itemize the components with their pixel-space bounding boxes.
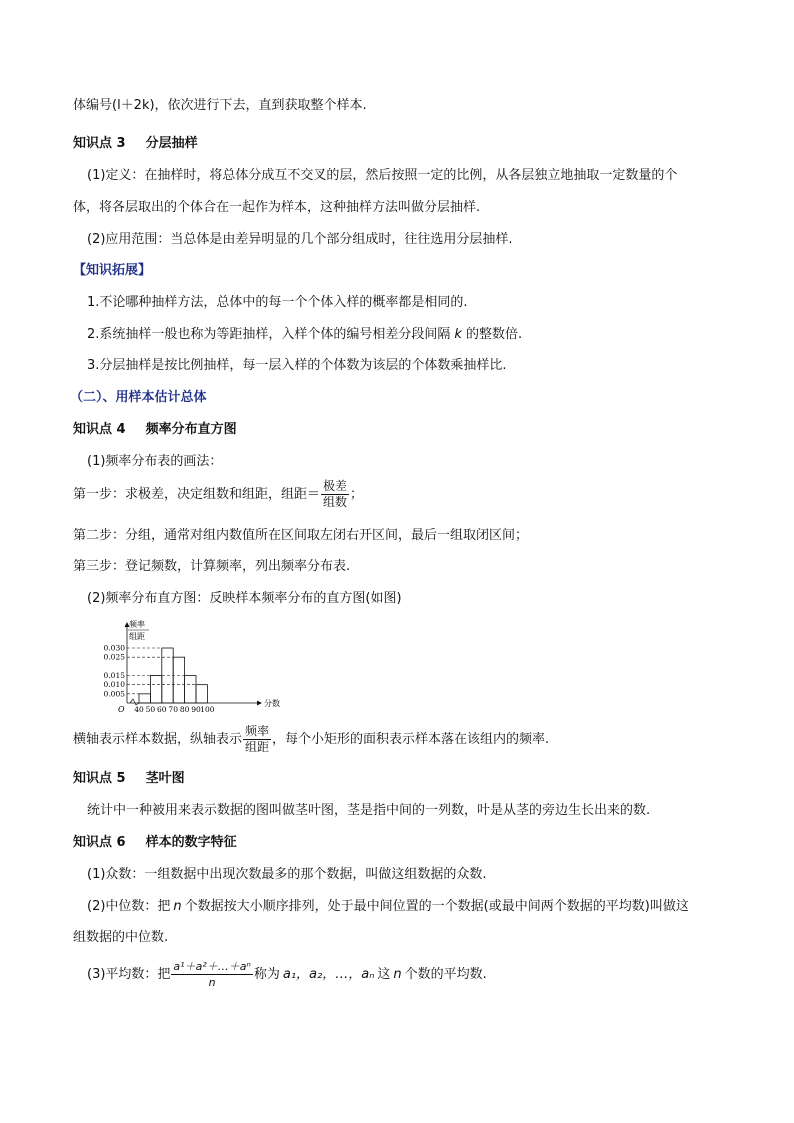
y-tick-label: 0.010 — [103, 680, 125, 690]
x-axis-label: 分数 — [264, 699, 280, 708]
ext2-text-b: 的整数倍. — [465, 327, 523, 342]
histogram-bar — [173, 657, 184, 703]
kp6-label: 知识点 6 — [73, 835, 126, 850]
fraction-denominator: n — [208, 976, 216, 989]
kp3-label: 知识点 3 — [73, 136, 126, 151]
section-heading-kp3 — [73, 135, 198, 153]
kp4-histogram-intro: (2)频率分布直方图：反映样本频率分布的直方图(如图) — [87, 591, 402, 606]
section-heading-kp5 — [73, 770, 185, 788]
median-n: n — [173, 899, 182, 914]
median-text-a1: (2)中位数：把 — [87, 899, 171, 914]
kp5-title: 茎叶图 — [145, 771, 185, 786]
histogram-bar — [196, 685, 207, 703]
kp4-table-method: (1)频率分布表的画法： — [87, 454, 223, 469]
kp6-title: 样本的数字特征 — [145, 835, 237, 850]
mean-n: n — [393, 967, 402, 982]
axis-explanation — [73, 723, 549, 757]
section-2-title: （二）、用样本估计总体 — [70, 390, 207, 405]
x-tick-label: 50 — [145, 705, 156, 714]
mean-text-b: 称为 — [253, 967, 280, 982]
y-axis-label-denominator: 组距 — [129, 632, 145, 641]
freq-over-width-fraction — [243, 724, 271, 755]
kp5-label: 知识点 5 — [73, 771, 126, 786]
axis-text-a: 横轴表示样本数据，纵轴表示 — [73, 732, 243, 747]
histogram-bar — [150, 676, 161, 704]
extension-item-3: 3.分层抽样是按比例抽样，每一层入样的个体数为该层的个体数乘抽样比. — [87, 358, 507, 373]
kp5-paragraph: 统计中一种被用来表示数据的图叫做茎叶图，茎是指中间的一列数，叶是从茎的旁边生长出来的数. — [87, 803, 651, 818]
mean-text-d: 个数的平均数. — [404, 967, 487, 982]
extension-item-2 — [87, 326, 522, 344]
x-tick-label: 70 — [168, 705, 178, 714]
step-1 — [73, 479, 363, 510]
section-heading-kp4 — [73, 421, 237, 439]
x-tick-label: 80 — [179, 705, 190, 714]
text-line — [73, 97, 367, 115]
kp3-application: (2)应用范围：当总体是由差异明显的几个部分组成时，往往选用分层抽样. — [87, 232, 513, 247]
step-2: 第二步：分组，通常对组内数值所在区间取左闭右开区间，最后一组取闭区间； — [73, 528, 529, 543]
histogram-bar — [139, 694, 150, 703]
kp4-label: 知识点 4 — [73, 422, 126, 437]
median-definition-a — [87, 898, 689, 916]
step1-text: 第一步：求极差，决定组数和组距，组距＝ — [73, 487, 321, 502]
fraction-numerator: a¹＋a²＋…＋aⁿ — [173, 960, 251, 973]
mode-definition: (1)众数：一组数据中出现次数最多的那个数据，叫做这组数据的众数. — [87, 867, 487, 882]
step1-end: ； — [350, 487, 364, 502]
fraction-numerator: 极差 — [323, 479, 348, 493]
x-tick-label: 100 — [200, 705, 215, 714]
continued-text: 体编号(l＋2k)，依次进行下去，直到获取整个样本. — [73, 98, 367, 113]
fraction-denominator: 组数 — [323, 495, 348, 509]
axis-text-b: ，每个小矩形的面积表示样本落在该组内的频率. — [272, 732, 550, 747]
range-over-groups-fraction — [321, 479, 349, 510]
mean-text-c: 这 — [377, 967, 391, 982]
origin-label: O — [118, 705, 125, 714]
kp4-title: 频率分布直方图 — [145, 422, 237, 437]
kp3-title: 分层抽样 — [145, 136, 198, 151]
ext2-k: k — [454, 327, 462, 342]
y-tick-label: 0.030 — [103, 643, 125, 653]
mean-fraction — [171, 959, 252, 990]
extension-item-1: 1.不论哪种抽样方法，总体中的每一个个体入样的概率都是相同的. — [87, 295, 468, 310]
step-3: 第三步：登记频数，计算频率，列出频率分布表. — [73, 559, 351, 574]
median-text-a2: 个数据按大小顺序排列，处于最中间位置的一个数据(或最中间两个数据的平均数)叫做这 — [184, 899, 689, 914]
median-definition-b: 组数据的中位数. — [73, 930, 169, 945]
frequency-histogram — [97, 615, 280, 715]
x-axis-arrow — [257, 701, 262, 706]
histogram-bar — [185, 676, 196, 704]
x-tick-label: 60 — [157, 705, 167, 714]
y-axis-label-numerator: 频率 — [129, 620, 145, 629]
mean-definition — [87, 955, 487, 995]
y-tick-label: 0.025 — [103, 652, 125, 662]
mean-text-a: (3)平均数：把 — [87, 967, 171, 982]
knowledge-extension-title: 【知识拓展】 — [73, 263, 152, 278]
kp3-definition-b: 体，将各层取出的个体合在一起作为样本，这种抽样方法叫做分层抽样. — [73, 200, 481, 215]
section-heading-kp6 — [73, 834, 237, 852]
ext2-text-a: 2.系统抽样一般也称为等距抽样，入样个体的编号相差分段间隔 — [87, 327, 451, 342]
kp3-definition-a: (1)定义：在抽样时，将总体分成互不交叉的层，然后按照一定的比例，从各层独立地抽取一定数量的个 — [87, 168, 678, 183]
y-tick-label: 0.015 — [103, 671, 125, 680]
mean-variables: a₁，a₂，…，aₙ — [282, 967, 375, 982]
fraction-numerator: 频率 — [245, 724, 270, 738]
x-tick-label: 40 — [134, 705, 144, 714]
y-tick-label: 0.005 — [103, 689, 125, 699]
fraction-denominator: 组距 — [245, 740, 270, 754]
x-tick-label: 90 — [191, 705, 201, 714]
